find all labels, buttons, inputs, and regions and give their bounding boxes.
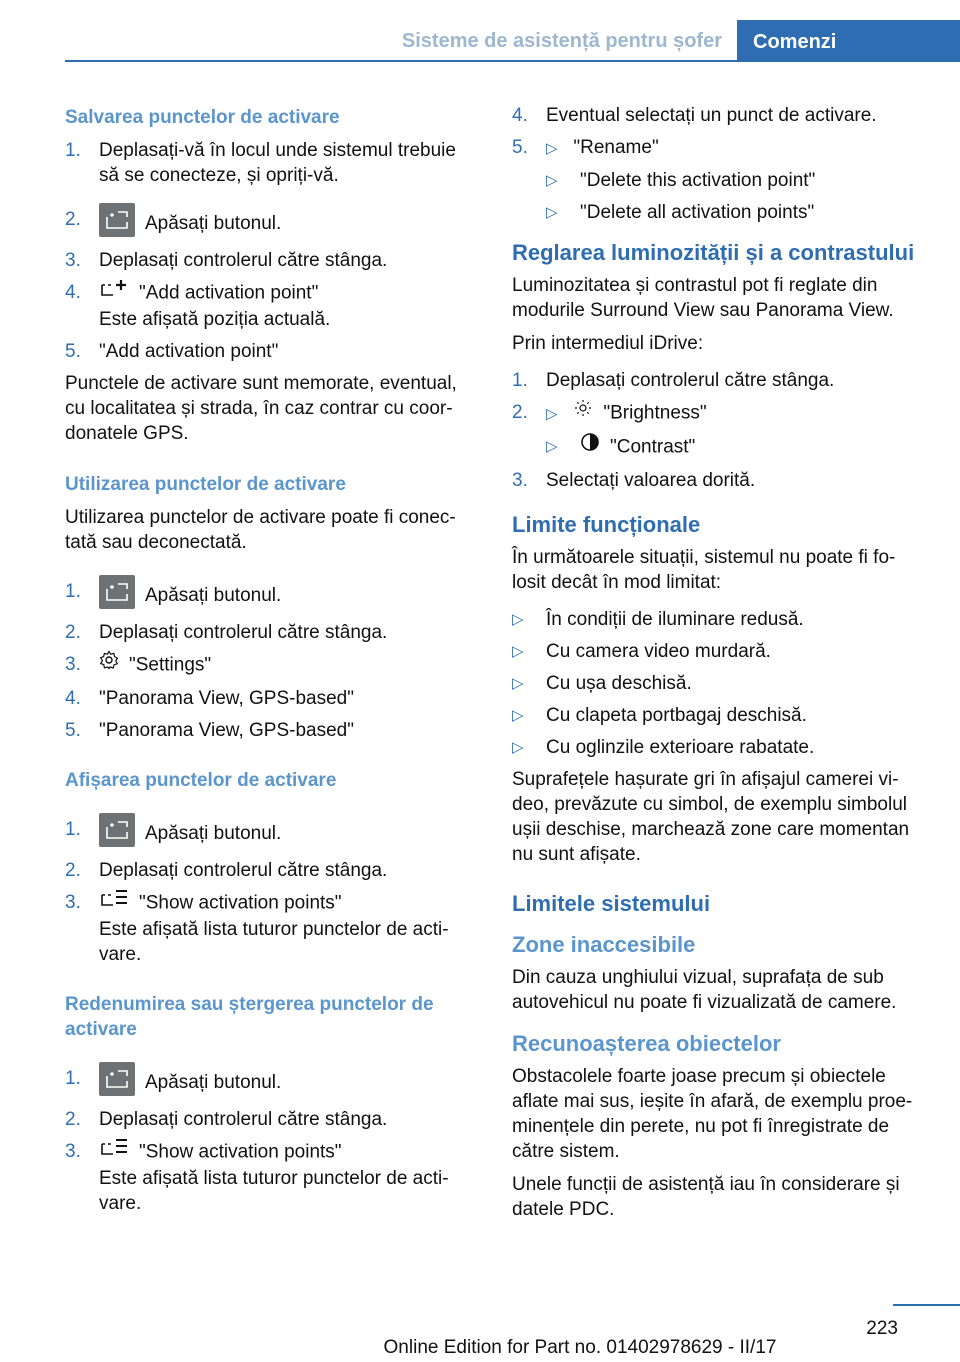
paragraph: Din cauza unghiului vizual, suprafața de sub autovehicul nu poate fi vizualizată de camere. (512, 967, 897, 1013)
list-item: ▷ "Contrast" (512, 434, 928, 461)
list-item: ▷ "Delete all activation points" (546, 202, 815, 223)
heading-save-points: Salvarea punctelor de activare (65, 107, 340, 128)
list-item: 2. Deplasați controlerul către stânga. (65, 1109, 388, 1130)
list-item: ▷ Cu clapeta portbagaj deschisă. (512, 705, 807, 726)
heading-system-limits: Limitele sistemului (512, 891, 711, 916)
list-item: 2. ▷ "Brightness" (512, 400, 928, 427)
list-item: 2. Deplasați controlerul către stânga. (65, 860, 388, 881)
camera-button-icon (99, 575, 135, 609)
add-activation-point-icon (99, 278, 129, 305)
list-item: 1. Apăsați butonul. (65, 817, 479, 851)
paragraph: Obstacolele foarte joase precum și obiectele aflate mai sus, ieșite în afară, de exemplu proe‐minențele din perete, nu pot fi înregistrate de către sistem. (512, 1066, 913, 1162)
list-item: ▷ În condiții de iluminare redusă. (512, 609, 804, 630)
contrast-icon (580, 432, 600, 459)
show-activation-points-icon (99, 1137, 129, 1164)
list-item: 5. ▷ "Rename" (512, 137, 659, 158)
camera-button-icon (99, 813, 135, 847)
paragraph: În următoarele situații, sistemul nu poate fi fo‐losit decât în mod limitat: (512, 547, 896, 593)
list-item: 1. Deplasați controlerul către stânga. (512, 370, 835, 391)
chapter-tab: Comenzi (737, 20, 960, 62)
list-item: 3. "Show activation points" Este afișată lista tuturor punctelor de acti‐vare. (65, 890, 479, 967)
page-number: 223 (866, 1318, 898, 1339)
paragraph: Prin intermediul iDrive: (512, 333, 704, 354)
list-item: 2. Deplasați controlerul către stânga. (65, 622, 388, 643)
list-item: 1. Deplasați-vă în locul unde sistemul trebuie să se conecteze, și opriți-vă. (65, 140, 456, 186)
page-header (0, 0, 960, 62)
paragraph: Utilizarea punctelor de activare poate fi conec‐tată sau deconectată. (65, 507, 456, 553)
list-item: 5. "Add activation point" (65, 341, 279, 362)
heading-object-recognition: Recunoașterea obiectelor (512, 1031, 781, 1056)
list-item: ▷ Cu oglinzile exterioare rabatate. (512, 737, 815, 758)
heading-rename-delete: Redenumirea sau ștergerea punctelor de activare (65, 994, 434, 1040)
paragraph: Punctele de activare sunt memorate, eventual, cu localitatea și strada, în caz contrar cu coor‐donatele GPS. (65, 373, 457, 444)
list-item: 3. "Show activation points" Este afișată lista tuturor punctelor de acti‐vare. (65, 1139, 479, 1216)
paragraph: Suprafețele hașurate gri în afișajul camerei vi‐deo, prevăzute cu simbol, de exemplu simbolul ușii deschise, marchează zone care momentan nu sunt afișate. (512, 769, 910, 865)
paragraph: Luminozitatea și contrastul pot fi reglate din modurile Surround View sau Panorama View. (512, 275, 894, 321)
heading-functional-limits: Limite funcționale (512, 512, 701, 537)
heading-show-points: Afișarea punctelor de activare (65, 770, 337, 791)
list-item: ▷ "Delete this activation point" (546, 170, 816, 191)
list-item: 4. "Add activation point" Este afișată poziția actuală. (65, 280, 479, 332)
list-item: 1. Apăsați butonul. (65, 1066, 479, 1100)
list-item: 3. Deplasați controlerul către stânga. (65, 250, 388, 271)
brightness-icon (573, 398, 593, 425)
list-item: 4. "Panorama View, GPS-based" (65, 688, 354, 709)
list-item: 2. Apăsați butonul. (65, 207, 479, 241)
section-title: Sisteme de asistență pentru șofer (401, 30, 722, 52)
list-item: 5. "Panorama View, GPS-based" (65, 720, 354, 741)
heading-inaccessible-zones: Zone inaccesibile (512, 932, 696, 957)
footer-edition: Online Edition for Part no. 01402978629 - II/17 (383, 1337, 777, 1358)
heading-brightness-contrast: Reglarea luminozității și a contrastului (512, 240, 915, 265)
list-item: ▷ Cu camera video murdară. (512, 641, 771, 662)
footer-rule (893, 1304, 960, 1306)
list-item: 1. Apăsați butonul. (65, 579, 479, 613)
list-item: 3. Selectați valoarea dorită. (512, 470, 756, 491)
left-column (65, 103, 479, 1223)
camera-button-icon (99, 203, 135, 237)
show-activation-points-icon (99, 888, 129, 915)
camera-button-icon (99, 1062, 135, 1096)
gear-icon (99, 650, 119, 677)
paragraph: Unele funcții de asistență iau în considerare și datele PDC. (512, 1174, 900, 1220)
list-item: 4. Eventual selectați un punct de activare. (512, 105, 877, 126)
right-column (512, 103, 928, 1222)
heading-use-points: Utilizarea punctelor de activare (65, 474, 346, 495)
list-item: ▷ Cu ușa deschisă. (512, 673, 692, 694)
list-item: 3. "Settings" (65, 652, 479, 679)
header-rule (65, 60, 737, 62)
